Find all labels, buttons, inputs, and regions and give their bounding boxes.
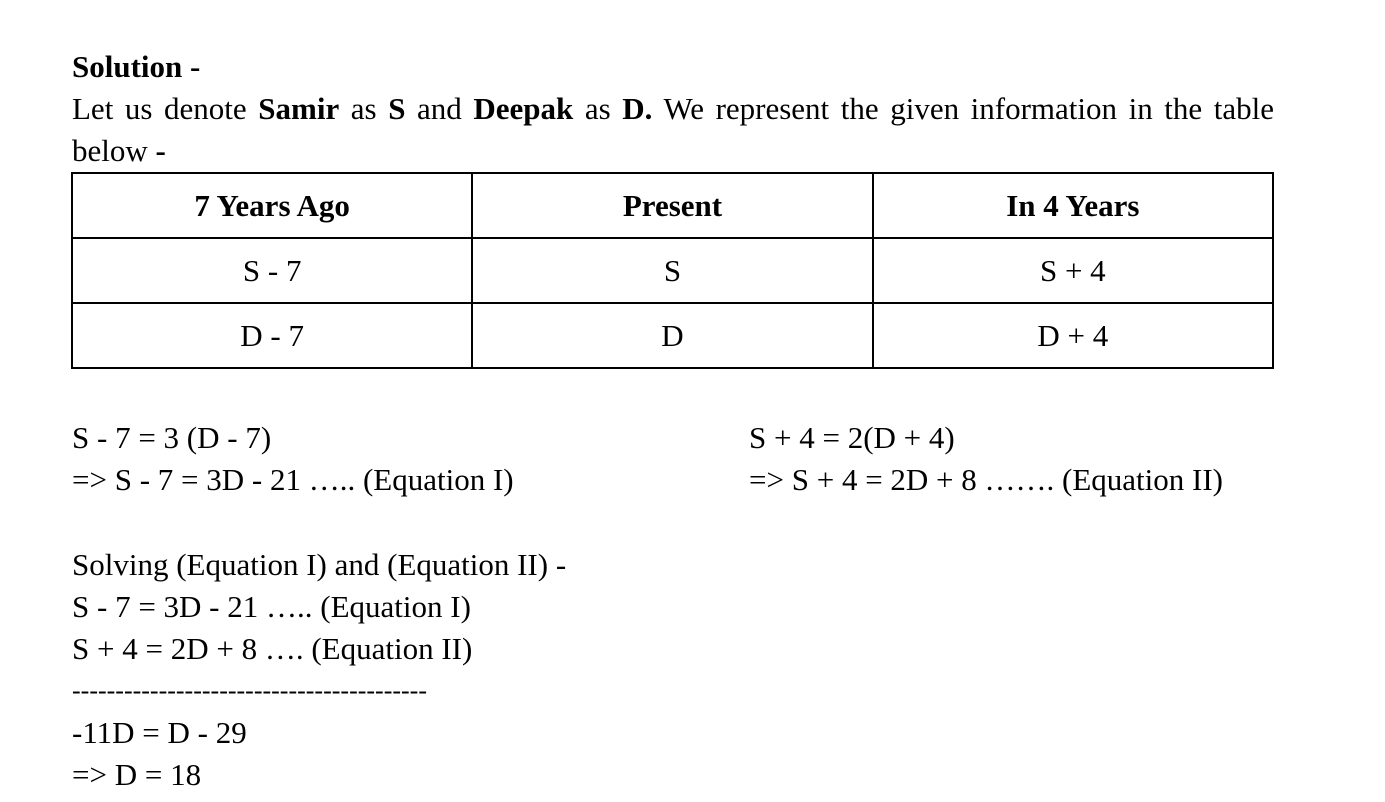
intro-d: D. [622, 91, 653, 126]
separator-line: ----------------------------------------- [72, 676, 427, 705]
table-cell: D + 4 [873, 303, 1273, 368]
equation-line: S - 7 = 3 (D - 7) [72, 420, 272, 455]
equation-line: => S - 7 = 3D - 21 ….. (Equation I) [72, 462, 514, 497]
intro-text-4: as [573, 91, 623, 126]
solving-line: S - 7 = 3D - 21 ….. (Equation I) [72, 589, 471, 624]
table-cell: D - 7 [72, 303, 472, 368]
table-row [72, 238, 1273, 303]
result-line: -11D = D - 29 [72, 715, 247, 750]
table-header-cell: 7 Years Ago [72, 173, 472, 238]
table-row [72, 303, 1273, 368]
intro-text-1: Let us denote [72, 91, 259, 126]
intro-dash: - [155, 133, 166, 168]
equation-one-block [72, 417, 514, 501]
intro-s: S [388, 91, 406, 126]
table-cell: S [472, 238, 872, 303]
intro-paragraph [72, 88, 1274, 172]
equation-line: S + 4 = 2(D + 4) [749, 420, 955, 455]
table-cell: D [472, 303, 872, 368]
solving-block [72, 544, 566, 712]
solving-line: S + 4 = 2D + 8 …. (Equation II) [72, 631, 473, 666]
result-block [72, 712, 247, 796]
intro-deepak: Deepak [473, 91, 574, 126]
solution-heading: Solution - [72, 49, 201, 84]
intro-text-2: as [339, 91, 389, 126]
table-header-cell: Present [472, 173, 872, 238]
table-cell: S + 4 [873, 238, 1273, 303]
intro-text-5: We represent the given information in the table below [72, 91, 1274, 168]
table-header-row [72, 173, 1273, 238]
intro-samir: Samir [258, 91, 340, 126]
table-cell: S - 7 [72, 238, 472, 303]
equation-two-block [749, 417, 1223, 501]
table-header-cell: In 4 Years [873, 173, 1273, 238]
intro-text-3: and [405, 91, 474, 126]
solving-line: Solving (Equation I) and (Equation II) - [72, 547, 567, 582]
result-line: => D = 18 [72, 757, 202, 792]
age-table [71, 172, 1274, 369]
equation-line: => S + 4 = 2D + 8 ……. (Equation II) [749, 462, 1224, 497]
